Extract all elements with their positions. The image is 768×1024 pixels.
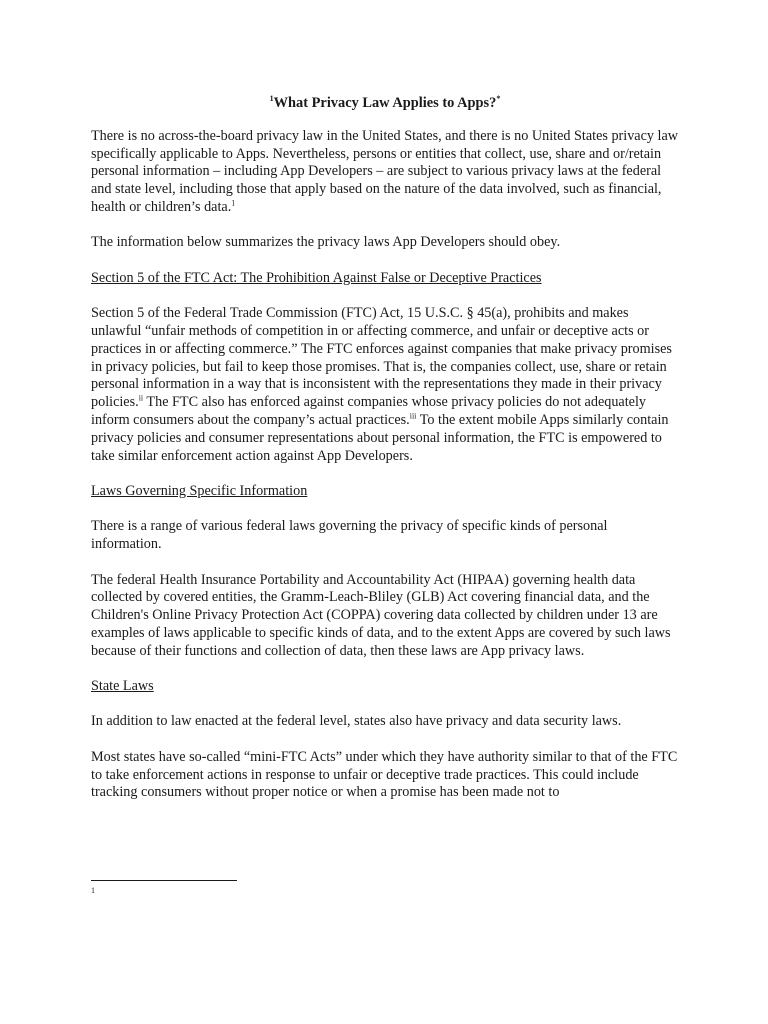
section-heading-ftc: Section 5 of the FTC Act: The Prohibition Against False or Deceptive Practices xyxy=(91,269,542,286)
document-page xyxy=(91,90,679,820)
summary-paragraph: The information below summarizes the privacy laws App Developers should obey. xyxy=(91,234,561,251)
mini-ftc-paragraph: Most states have so-called “mini-FTC Acts” under which they have authority similar to that of the FTC to take enforcement actions in response to unfair or deceptive trade practices. This could include tracking consumers without proper notice or when a promise has been made not to xyxy=(91,748,678,801)
ftc-paragraph: Section 5 of the Federal Trade Commission (FTC) Act, 15 U.S.C. § 45(a), prohibits and makes unlawful “unfair methods of competition in or affecting commerce, and unfair or deceptive acts or practices in or affecting commerce.” The FTC enforces against companies that make privacy promises in privacy policies, but fail to keep those promises. That is, the companies collect, use, share or retain personal information in a way that is inconsistent with the representations they made in their privacy policies.$^{ii}$ The FTC also has enforced against companies whose privacy policies do not adequately inform consumers about the company’s actual practices.$^{iii}$ To the extent mobile Apps similarly contain privacy policies and consumer representations about personal information, the FTC is empowered to take similar enforcement action against App Developers. xyxy=(91,305,672,464)
footnote-marker: 1 xyxy=(91,886,95,895)
state-intro-paragraph: In addition to law enacted at the federal level, states also have privacy and data security laws. xyxy=(91,713,622,730)
footnote-ref[interactable]: iii xyxy=(409,411,417,421)
specific-intro-paragraph: There is a range of various federal laws governing the privacy of specific kinds of personal information. xyxy=(91,518,608,553)
section-heading-state: State Laws xyxy=(91,678,154,695)
footnote-divider xyxy=(91,880,237,881)
intro-paragraph: There is no across-the-board privacy law in the United States, and there is no United States privacy law specifically applicable to Apps. Nevertheless, persons or entities that collect, use, share and or/retain personal information – including App Developers – are subject to various privacy laws at the federal and state level, including those that apply based on the nature of the data involved, such as financial, health or children’s data.$^1$ xyxy=(91,127,679,215)
footnote-ref[interactable]: ii xyxy=(138,393,144,403)
title-superscript-pre: 1 xyxy=(269,94,274,103)
title-superscript-post: * xyxy=(496,94,501,103)
footnote-ref[interactable]: 1 xyxy=(231,198,236,208)
page-title xyxy=(91,90,679,112)
specific-laws-paragraph: The federal Health Insurance Portability and Accountability Act (HIPAA) governing health data collected by covered entities, the Gramm-Leach-Bliley (GLB) Act covering financial data, and the Children's Online Privacy Protection Act (COPPA) covering data collected by children under 13 are examples of laws applicable to specific kinds of data, and to the extent Apps are covered by such laws because of their functions and collection of data, then these laws are App privacy laws. xyxy=(91,571,671,659)
section-heading-specific: Laws Governing Specific Information xyxy=(91,482,308,499)
title-text: What Privacy Law Applies to Apps? xyxy=(273,94,497,111)
